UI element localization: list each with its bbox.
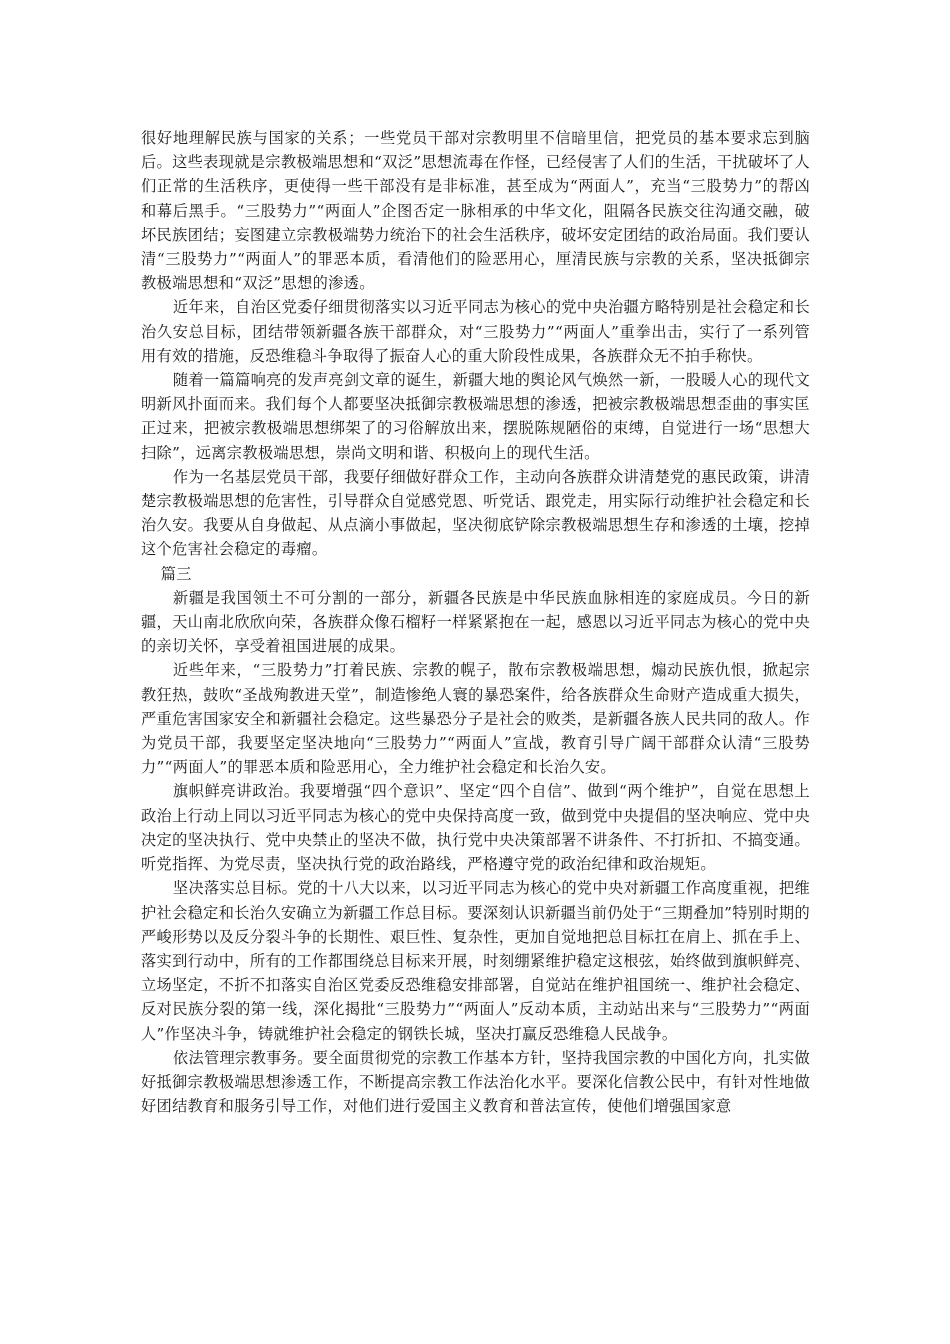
document-body	[141, 126, 810, 1118]
paragraph-grassroots-cadre: 作为一名基层党员干部，我要仔细做好群众工作，主动向各族群众讲清楚党的惠民政策，讲清楚宗教极端思想的危害性，引导群众自觉感党恩、听党话、跟党走，用实际行动维护社会稳定和长治久安。我要从自身做起、从点滴小事做起，坚决彻底铲除宗教极端思想生存和渗透的土壤，挖掉这个危害社会稳定的毒瘤。	[141, 467, 810, 559]
paragraph-xinjiang-territory: 新疆是我国领土不可分割的一部分，新疆各民族是中华民族血脉相连的家庭成员。今日的新疆，天山南北欣欣向荣，各族群众像石榴籽一样紧紧抱在一起，感恩以习近平同志为核心的党中央的亲切关怀，享受着祖国进展的成果。	[141, 588, 810, 656]
paragraph-continued: 很好地理解民族与国家的关系；一些党员干部对宗教明里不信暗里信，把党员的基本要求忘到脑后。这些表现就是宗教极端思想和“双泛”思想流毒在作怪，已经侵害了人们的生活，干扰破坏了人们正常的生活秩序，更使得一些干部没有是非标准，甚至成为“两面人”，充当“三股势力”的帮凶和幕后黑手。“三股势力”“两面人”企图否定一脉相承的中华文化，阻隔各民族交往沟通交融，破坏民族团结；妄图建立宗教极端势力统治下的社会生活秩序，破坏安定团结的政治局面。我们要认清“三股势力”“两面人”的罪恶本质，看清他们的险恶用心，厘清民族与宗教的关系，坚决抵御宗教极端思想和“双泛”思想的渗透。	[141, 129, 810, 293]
paragraph-public-opinion: 随着一篇篇响亮的发声亮剑文章的诞生，新疆大地的舆论风气焕然一新，一股暖人心的现代文明新风扑面而来。我们每个人都要坚决抵御宗教极端思想的渗透，把被宗教极端思想歪曲的事实匡正过来，把被宗教极端思想绑架了的习俗解放出来，摆脱陈规陋俗的束缚，自觉进行一场“思想大扫除”，远离宗教极端思想，崇尚文明和谐、积极向上的现代生活。	[141, 371, 810, 462]
section-heading: 篇三	[160, 564, 192, 583]
paragraph-general-goal: 坚决落实总目标。党的十八大以来，以习近平同志为核心的党中央对新疆工作高度重视，把维护社会稳定和长治久安确立为新疆工作总目标。要深刻认识新疆当前仍处于“三期叠加”特别时期的严峻形势以及反分裂斗争的长期性、艰巨性、复杂性，更加自觉地把总目标扛在肩上、抓在手上、落实到行动中，所有的工作都围绕总目标来开展，时刻绷紧维护稳定这根弦，始终做到旗帜鲜亮、立场坚定，不折不扣落实自治区党委反恐维稳安排部署，自觉站在维护祖国统一、维护社会稳定、反对民族分裂的第一线，深化揭批“三股势力”“两面人”反动本质，主动站出来与“三股势力”“两面人”作坚决斗争，铸就维护社会稳定的钢铁长城，坚决打赢反恐维稳人民战争。	[141, 879, 810, 1043]
paragraph-recent-years: 近年来，自治区党委仔细贯彻落实以习近平同志为核心的党中央治疆方略特别是社会稳定和长治久安总目标，团结带领新疆各族干部群众，对“三股势力”“两面人”重拳出击，实行了一系列管用有效的措施，反恐维稳斗争取得了振奋人心的重大阶段性成果，各族群众无不拍手称快。	[141, 298, 810, 365]
paragraph-politics: 旗帜鲜亮讲政治。我要增强“四个意识”、坚定“四个自信”、做到“两个维护”，自觉在思想上政治上行动上同以习近平同志为核心的党中央保持高度一致，做到党中央提倡的坚决响应、党中央决定的坚决执行、党中央禁止的坚决不做，执行党中央决策部署不讲条件、不打折扣、不搞变通。听党指挥、为党尽责，坚决执行党的政治路线，严格遵守党的政治纪律和政治规矩。	[141, 782, 810, 874]
paragraph-religious-affairs: 依法管理宗教事务。要全面贯彻党的宗教工作基本方针，坚持我国宗教的中国化方向，扎实做好抵御宗教极端思想渗透工作，不断提高宗教工作法治化水平。要深化信教公民中，有针对性地做好团结教育和服务引导工作，对他们进行爱国主义教育和普法宣传，使他们增强国家意	[141, 1048, 810, 1116]
paragraph-three-forces: 近些年来，“三股势力”打着民族、宗教的幌子，散布宗教极端思想，煽动民族仇恨，掀起宗教狂热，鼓吹“圣战殉教进天堂”，制造惨绝人寰的暴恐案件，给各族群众生命财产造成重大损失，严重危害国家安全和新疆社会稳定。这些暴恐分子是社会的败类，是新疆各族人民共同的敌人。作为党员干部，我要坚定坚决地向“三股势力”“两面人”宣战，教育引导广阔干部群众认清“三股势力”“两面人”的罪恶本质和险恶用心，全力维护社会稳定和长治久安。	[141, 661, 810, 777]
